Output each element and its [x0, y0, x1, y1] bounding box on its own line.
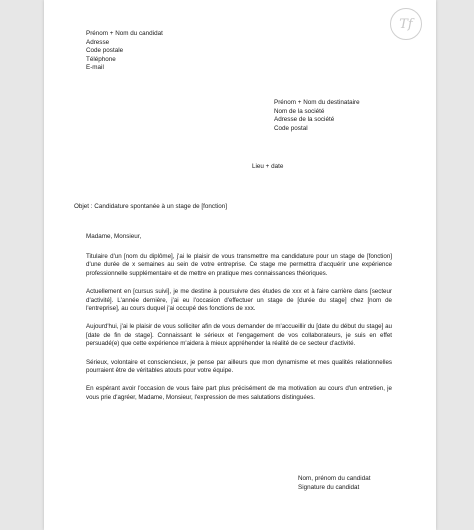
place-date: Lieu + date	[252, 163, 284, 170]
brand-logo-icon	[390, 8, 422, 40]
sender-email: E-mail	[86, 64, 104, 72]
recipient-company: Nom de la société	[274, 107, 325, 115]
recipient-name: Prénom + Nom du destinataire	[274, 99, 360, 106]
sender-phone: Téléphone	[86, 55, 116, 63]
sender-postal-code: Code postale	[86, 47, 124, 55]
paragraph: Actuellement en [cursus suivi], je me destine à poursuivre des études de xxx et à faire carrière dans [secteur d'activité]. L'année dernière, j'ai eu l'occasion d'effectuer un stage de [durée du stage] chez [nom de l'entreprise], au cours duquel j'ai occupé des fonctions de xxx.	[86, 288, 392, 313]
signature-block	[298, 475, 370, 492]
paragraph: Aujourd'hui, j'ai le plaisir de vous solliciter afin de vous demander de m'accueillir du [date du début du stage] au [date de fin de stage]. Connaissant le sérieux et l'engagement de vos collaborateurs, je suis en effet persuadé(e) que cette expérience m'aidera à mieux appréhender la réalité de ce secteur d'activité.	[86, 323, 392, 348]
letter-page	[44, 0, 436, 530]
sender-block	[86, 30, 163, 73]
signature-name: Nom, prénom du candidat	[298, 475, 371, 482]
letter-object: Objet : Candidature spontanée à un stage de [fonction]	[74, 203, 227, 210]
paragraph: Sérieux, volontaire et consciencieux, je pense par ailleurs que mon dynamisme et mes qualités relationnelles pourraient être de véritables atouts pour votre équipe.	[86, 358, 392, 375]
greeting: Madame, Monsieur,	[86, 233, 142, 240]
signature-label: Signature du candidat	[298, 483, 360, 491]
paragraph: En espérant avoir l'occasion de vous faire part plus précisément de ma motivation au cours d'un entretien, je vous prie d'agréer, Madame, Monsieur, l'expression de mes salutations distinguées.	[86, 385, 392, 401]
recipient-block	[274, 99, 360, 133]
sender-address: Adresse	[86, 38, 110, 46]
recipient-address: Adresse de la société	[274, 116, 335, 124]
letter-body	[86, 253, 392, 412]
sender-name: Prénom + Nom du candidat	[86, 30, 163, 37]
paragraph: Titulaire d'un [nom du diplôme], j'ai le plaisir de vous transmettre ma candidature pour un stage de [fonction] d'une durée de x semaines au sein de votre entreprise. Ce stage me permettra d'acquérir une expérience professionnelle supplémentaire et de mettre en pratique mes connaissances théoriques.	[86, 253, 392, 277]
logo-text: Tf	[399, 16, 413, 32]
recipient-postal-code: Code postal	[274, 124, 308, 132]
